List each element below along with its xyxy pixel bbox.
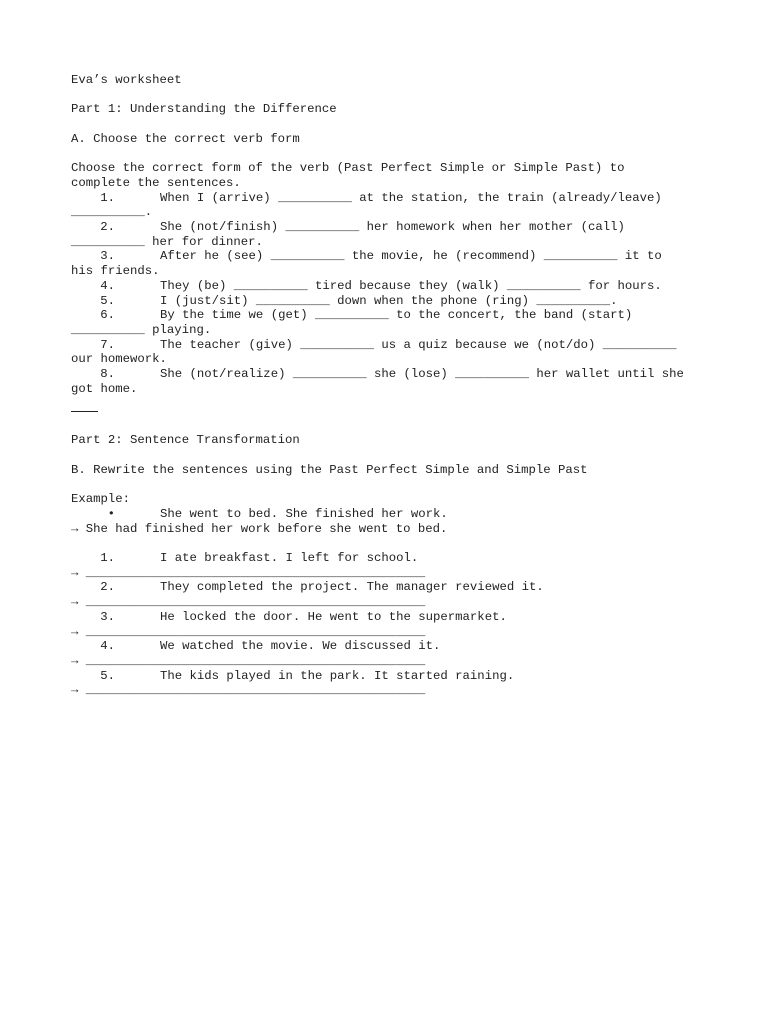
- list-item-continuation: [71, 205, 701, 220]
- list-item-continuation: [71, 323, 701, 338]
- part1-exercise-list: [71, 191, 701, 397]
- item-number: 7.: [100, 337, 115, 352]
- list-item-continuation: [71, 264, 701, 279]
- list-item: [71, 249, 701, 264]
- list-item: [71, 338, 701, 353]
- item-text: I ate breakfast. I left for school.: [160, 551, 419, 565]
- item-text: __________ playing.: [71, 322, 212, 337]
- list-item-continuation: [71, 352, 701, 367]
- item-text: She (not/realize) __________ she (lose) __________ her wallet until she: [160, 367, 684, 382]
- item-text: We watched the movie. We discussed it.: [160, 639, 441, 654]
- item-number: 5.: [100, 293, 115, 308]
- list-item: [71, 367, 701, 382]
- item-text: __________ her for dinner.: [71, 234, 263, 249]
- item-text: got home.: [71, 381, 138, 396]
- item-text: I (just/sit) __________ down when the phone (ring) __________.: [160, 293, 618, 308]
- item-text: They completed the project. The manager reviewed it.: [160, 580, 544, 595]
- item-text: our homework.: [71, 352, 167, 367]
- item-number: 3.: [100, 249, 115, 264]
- part1-heading: Part 1: Understanding the Difference: [71, 102, 337, 117]
- item-number: 3.: [100, 609, 115, 624]
- bullet-icon: •: [107, 506, 115, 521]
- example-item: [71, 507, 701, 522]
- example-label: Example:: [71, 492, 131, 507]
- item-number: 6.: [100, 308, 115, 323]
- instructions-line2: complete the sentences.: [71, 175, 241, 190]
- list-item: [71, 580, 701, 595]
- item-text: When I (arrive) __________ at the station, the train (already/leave): [160, 190, 662, 205]
- part2-heading: Part 2: Sentence Transformation: [71, 433, 300, 448]
- list-item: [71, 279, 701, 294]
- item-number: 1.: [100, 190, 115, 205]
- item-text: He locked the door. He went to the supermarket.: [160, 609, 507, 624]
- answer-line: → ______________________________________________: [71, 565, 426, 580]
- list-item: [71, 551, 701, 566]
- item-number: 1.: [100, 551, 115, 565]
- example-sentence: She went to bed. She finished her work.: [160, 506, 448, 521]
- part2-exercise-list: [71, 551, 701, 698]
- item-text: She (not/finish) __________ her homework when her mother (call): [160, 219, 625, 234]
- item-text: The teacher (give) __________ us a quiz because we (not/do) __________: [160, 337, 677, 352]
- item-number: 8.: [100, 367, 115, 382]
- list-item: [71, 294, 701, 309]
- section-b-heading: B. Rewrite the sentences using the Past Perfect Simple and Simple Past: [71, 462, 588, 477]
- list-item-continuation: [71, 235, 701, 250]
- list-item: [71, 669, 701, 684]
- answer-line: → ______________________________________________: [71, 683, 426, 698]
- list-item: [71, 220, 701, 235]
- answer-line: → ______________________________________________: [71, 653, 426, 668]
- item-text: They (be) __________ tired because they (walk) __________ for hours.: [160, 278, 662, 293]
- item-number: 2.: [100, 219, 115, 234]
- item-number: 2.: [100, 580, 115, 595]
- list-item: [71, 191, 701, 206]
- worksheet-page: [71, 73, 701, 698]
- item-text: his friends.: [71, 264, 160, 279]
- list-item: [71, 308, 701, 323]
- item-text: By the time we (get) __________ to the concert, the band (start): [160, 308, 633, 323]
- example-answer: → She had finished her work before she went to bed.: [71, 521, 448, 536]
- list-item-continuation: [71, 382, 701, 397]
- answer-line: → ______________________________________________: [71, 624, 426, 639]
- item-text: __________.: [71, 205, 153, 220]
- section-a-heading: A. Choose the correct verb form: [71, 131, 300, 146]
- answer-line: → ______________________________________________: [71, 595, 426, 610]
- item-text: After he (see) __________ the movie, he (recommend) __________ it to: [160, 249, 662, 264]
- item-number: 4.: [100, 278, 115, 293]
- instructions-line1: Choose the correct form of the verb (Past Perfect Simple or Simple Past) to: [71, 161, 625, 176]
- list-item: [71, 610, 701, 625]
- item-number: 5.: [100, 668, 115, 683]
- item-text: The kids played in the park. It started raining.: [160, 668, 515, 683]
- item-number: 4.: [100, 639, 115, 654]
- worksheet-title: Eva’s worksheet: [71, 73, 182, 87]
- list-item: [71, 639, 701, 654]
